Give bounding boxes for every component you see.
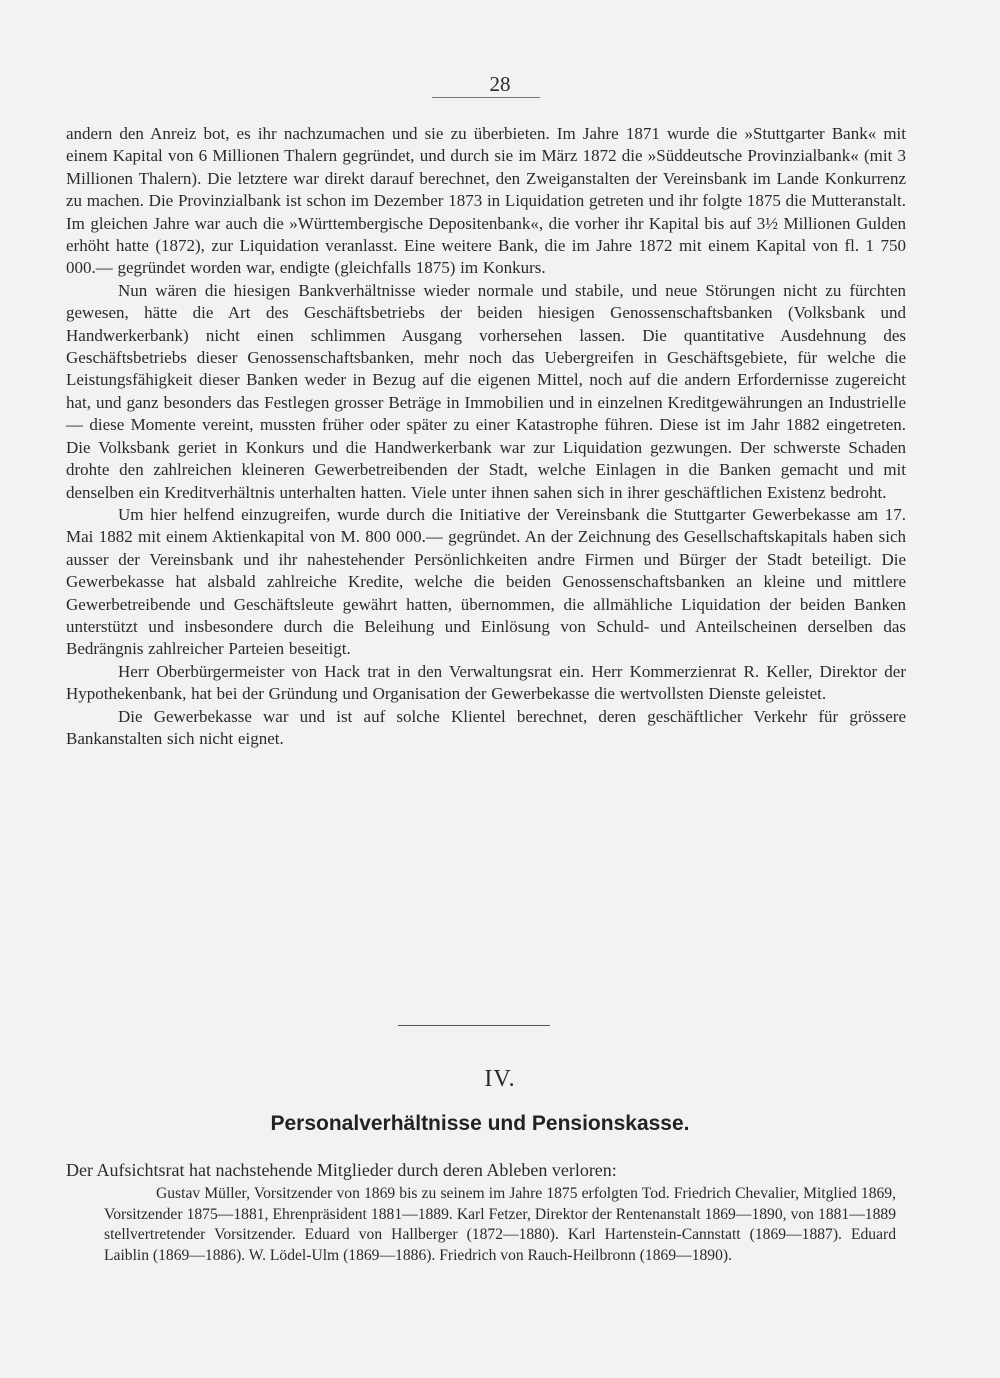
page-number-rule xyxy=(432,97,540,98)
paragraph-2: Nun wären die hiesigen Bankverhältnisse wieder normale und stabile, und neue Störungen nicht zu fürchten gewesen, hätte die Art des Geschäftsbetriebs der beiden hiesigen Genossenschaftsbanken (Volksbank und Handwerkerbank) nicht einen schlimmen Ausgang vorhersehen lassen. Die quantitative Ausdehnung des Geschäftsbetriebs dieser Genossenschaftsbanken, mehr noch das Uebergreifen in Geschäftsgebiete, für welche die Leistungsfähigkeit dieser Banken weder in Bezug auf die eigenen Mittel, noch auf die andern Erfordernisse zugereicht hat, und ganz besonders das Festlegen grosser Beträge in Immobilien und in einzelnen Kreditgewährungen an Industrielle — diese Momente vereint, mussten früher oder später zu einer Katastrophe führen. Diese ist im Jahr 1882 eingetreten. Die Volksbank geriet in Konkurs und die Handwerkerbank war zur Liquidation gezwungen. Der schwerste Schaden drohte den zahlreichen kleineren Gewerbetreibenden der Stadt, welche Einlagen in die Banken gemacht und mit denselben ein Kreditverhältnis unterhalten hatten. Viele unter ihnen sahen sich in ihrer geschäftlichen Existenz bedroht. xyxy=(66,280,906,502)
body-text xyxy=(66,123,906,750)
paragraph-5: Die Gewerbekasse war und ist auf solche Klientel berechnet, deren geschäftlicher Verkehr für grössere Bankanstalten sich nicht eignet. xyxy=(66,706,906,748)
section-intro: Der Aufsichtsrat hat nachstehende Mitglieder durch deren Ableben verloren: xyxy=(66,1160,617,1180)
section-divider xyxy=(398,1025,550,1026)
paragraph-4: Herr Oberbürgermeister von Hack trat in den Verwaltungsrat ein. Herr Kommerzienrat R. Keller, Direktor der Hypothekenbank, hat bei der Gründung und Organisation der Gewerbekasse die wertvollsten Dienste geleistet. xyxy=(66,661,906,704)
paragraph-3: Um hier helfend einzugreifen, wurde durch die Initiative der Vereinsbank die Stuttgarter Gewerbekasse am 17. Mai 1882 mit einem Aktienkapital von M. 800 000.— gegründet. An der Zeichnung des Gesellschaftskapitals haben sich ausser der Vereinsbank und ihr nahestehender Persönlichkeiten andre Firmen und Bürger der Stadt beteiligt. Die Gewerbekasse hat alsbald zahlreiche Kredite, welche die beiden Genossenschaftsbanken an kleine und mittlere Gewerbetreibende und Geschäftsleute gewährt hatten, übernommen, die allmähliche Liquidation der beiden Banken unterstützt und insbesondere durch die Beleihung und Einlösung von Schuld- und Anteilscheinen derselben das Bedrängnis zahlreicher Parteien beseitigt. xyxy=(66,504,906,659)
paragraph-1: andern den Anreiz bot, es ihr nachzumachen und sie zu überbieten. Im Jahre 1871 wurde die »Stuttgarter Bank« mit einem Kapital von 6 Millionen Thalern gegründet, und durch sie im März 1872 die »Süddeutsche Provinzialbank« (mit 3 Millionen Thalern). Die letztere war direkt darauf berechnet, den Zweiganstalten der Vereinsbank im Lande Konkurrenz zu machen. Die Provinzialbank ist schon im Dezember 1873 in Liquidation getreten und ihr folgte 1875 die Mutteranstalt. Im gleichen Jahre war auch die »Württembergische Depositenbank«, die vorher ihr Kapital bis auf 3½ Millionen Gulden erhöht hatte (1872), zur Liquidation veranlasst. Eine weitere Bank, die im Jahre 1872 mit einem Kapital von fl. 1 750 000.— gegründet worden war, endigte (gleichfalls 1875) im Konkurs. xyxy=(66,124,906,278)
page-number: 28 xyxy=(489,72,511,96)
members-list xyxy=(104,1184,896,1266)
section-title: Personalverhältnisse und Pensionskasse. xyxy=(270,1112,690,1135)
section-numeral: IV. xyxy=(484,1066,516,1092)
members-paragraph: Gustav Müller, Vorsitzender von 1869 bis zu seinem im Jahre 1875 erfolgten Tod. Friedrich Chevalier, Mitglied 1869, Vorsitzender 1875—1881, Ehrenpräsident 1881—1889. Karl Fetzer, Direktor der Rentenanstalt 1869—1890, von 1881—1889 stellvertretender Vorsitzender. Eduard von Hallberger (1872—1880). Karl Hartenstein-Cannstatt (1869—1887). Eduard Laiblin (1869—1886). W. Lödel-Ulm (1869—1886). Friedrich von Rauch-Heilbronn (1869—1890). xyxy=(104,1185,896,1264)
